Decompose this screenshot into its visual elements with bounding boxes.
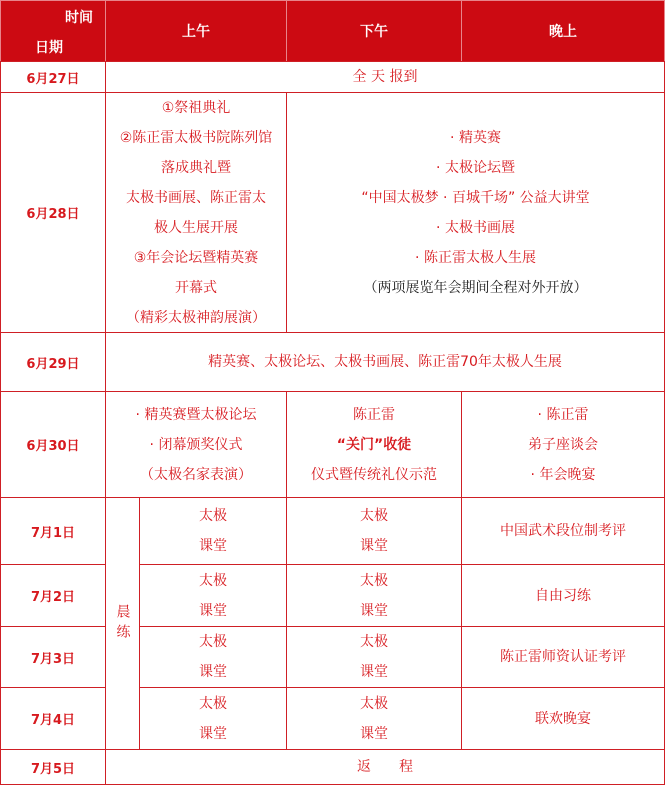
afternoon-cell bbox=[286, 626, 462, 688]
schedule-line: 太极 bbox=[199, 634, 227, 650]
schedule-line: 课堂 bbox=[199, 725, 227, 742]
all-day-cell bbox=[105, 332, 665, 392]
header-date-label: 日期 bbox=[35, 40, 63, 56]
schedule-line: ①祭祖典礼 bbox=[161, 99, 231, 116]
schedule-line: · 闭幕颁奖仪式 bbox=[149, 436, 243, 453]
date-label: 7月1日 bbox=[30, 525, 76, 541]
header-afternoon bbox=[286, 0, 462, 62]
schedule-line: 仪式暨传统礼仪示范 bbox=[311, 466, 437, 483]
schedule-line: · 精英赛暨太极论坛 bbox=[135, 406, 257, 423]
early-practice-label: 晨练 bbox=[114, 603, 131, 644]
date-label: 6月28日 bbox=[26, 207, 80, 222]
schedule-line: 太极 bbox=[199, 572, 227, 589]
date-label: 7月5日 bbox=[30, 761, 76, 777]
schedule-line: 中国武术段位制考评 bbox=[500, 523, 626, 539]
header-evening bbox=[461, 0, 665, 62]
afternoon-cell bbox=[286, 564, 462, 627]
evening-cell bbox=[461, 497, 665, 565]
all-day-cell bbox=[105, 749, 665, 785]
schedule-line: 太极 bbox=[360, 508, 388, 524]
schedule-line: ③年会论坛暨精英赛 bbox=[133, 249, 259, 266]
date-label: 6月29日 bbox=[26, 356, 80, 372]
schedule-line: 落成典礼暨 bbox=[161, 159, 231, 176]
morning-cell bbox=[105, 391, 287, 498]
header-morning-label: 上午 bbox=[182, 24, 210, 40]
schedule-line: 课堂 bbox=[199, 602, 227, 619]
date-cell bbox=[0, 626, 106, 688]
date-cell bbox=[0, 332, 106, 392]
schedule-line: （两项展览年会期间全程对外开放） bbox=[363, 279, 588, 296]
all-day-text: 全 天 报到 bbox=[352, 69, 418, 85]
schedule-line: · 陈正雷 bbox=[537, 406, 589, 423]
all-day-text: 精英赛、太极论坛、太极书画展、陈正雷70年太极人生展 bbox=[208, 354, 562, 370]
schedule-line: 太极 bbox=[360, 572, 388, 589]
header-morning bbox=[105, 0, 287, 62]
schedule-line: 课堂 bbox=[360, 725, 388, 742]
schedule-line: 联欢晚宴 bbox=[535, 710, 591, 727]
schedule-line: 陈正雷 bbox=[353, 406, 395, 423]
schedule-line: 太极 bbox=[199, 695, 227, 712]
date-cell bbox=[0, 564, 106, 627]
header-evening-label: 晚上 bbox=[549, 24, 577, 40]
header-corner bbox=[0, 0, 106, 62]
morning-cell bbox=[139, 687, 287, 750]
schedule-line: · 太极书画展 bbox=[436, 219, 515, 236]
schedule-line: · 年会晚宴 bbox=[530, 466, 596, 483]
morning-cell bbox=[139, 497, 287, 565]
schedule-line: 课堂 bbox=[199, 538, 227, 554]
header-time-label: 时间 bbox=[65, 10, 93, 26]
morning-cell bbox=[139, 626, 287, 688]
schedule-line: 弟子座谈会 bbox=[528, 436, 598, 453]
schedule-line: “关门”收徒 bbox=[336, 436, 412, 453]
evening-cell bbox=[461, 687, 665, 750]
evening-cell bbox=[461, 626, 665, 688]
schedule-line: 自由习练 bbox=[535, 587, 591, 604]
schedule-line: 太极 bbox=[360, 634, 388, 650]
date-label: 6月30日 bbox=[26, 439, 80, 454]
schedule-line: 课堂 bbox=[360, 664, 388, 680]
schedule-line: · 太极论坛暨 bbox=[436, 159, 515, 176]
evening-cell bbox=[461, 391, 665, 498]
morning-cell bbox=[139, 564, 287, 627]
schedule-line: 太极 bbox=[199, 508, 227, 524]
schedule-line: 课堂 bbox=[199, 664, 227, 680]
schedule-line: 太极书画展、陈正雷太 bbox=[126, 189, 266, 206]
schedule-line: 课堂 bbox=[360, 602, 388, 619]
afternoon-cell bbox=[286, 391, 462, 498]
schedule-line: 课堂 bbox=[360, 538, 388, 554]
date-cell bbox=[0, 61, 106, 93]
schedule-line: “中国太极梦 · 百城千场” 公益大讲堂 bbox=[361, 189, 590, 206]
schedule-line: （太极名家表演） bbox=[140, 466, 252, 483]
date-cell bbox=[0, 749, 106, 785]
schedule-line: 开幕式 bbox=[175, 279, 217, 296]
all-day-text: 返 程 bbox=[357, 759, 413, 775]
afternoon-evening-cell bbox=[286, 92, 665, 333]
morning-cell bbox=[105, 92, 287, 333]
evening-cell bbox=[461, 564, 665, 627]
date-cell bbox=[0, 391, 106, 498]
header-afternoon-label: 下午 bbox=[360, 24, 388, 40]
date-cell bbox=[0, 92, 106, 333]
schedule-line: 极人生展开展 bbox=[154, 219, 238, 236]
date-label: 6月27日 bbox=[26, 71, 80, 87]
schedule-line: · 陈正雷太极人生展 bbox=[415, 249, 536, 266]
early-practice-cell bbox=[105, 497, 140, 750]
date-cell bbox=[0, 687, 106, 750]
date-cell bbox=[0, 497, 106, 565]
schedule-line: 陈正雷师资认证考评 bbox=[500, 649, 626, 665]
schedule-line: 太极 bbox=[360, 695, 388, 712]
all-day-cell bbox=[105, 61, 665, 93]
date-label: 7月3日 bbox=[30, 651, 76, 667]
date-label: 7月2日 bbox=[30, 590, 76, 605]
schedule-line: （精彩太极神韵展演） bbox=[126, 309, 266, 326]
date-label: 7月4日 bbox=[30, 713, 76, 728]
afternoon-cell bbox=[286, 687, 462, 750]
afternoon-cell bbox=[286, 497, 462, 565]
schedule-line: · 精英赛 bbox=[450, 129, 501, 146]
schedule-line: ②陈正雷太极书院陈列馆 bbox=[119, 129, 273, 146]
